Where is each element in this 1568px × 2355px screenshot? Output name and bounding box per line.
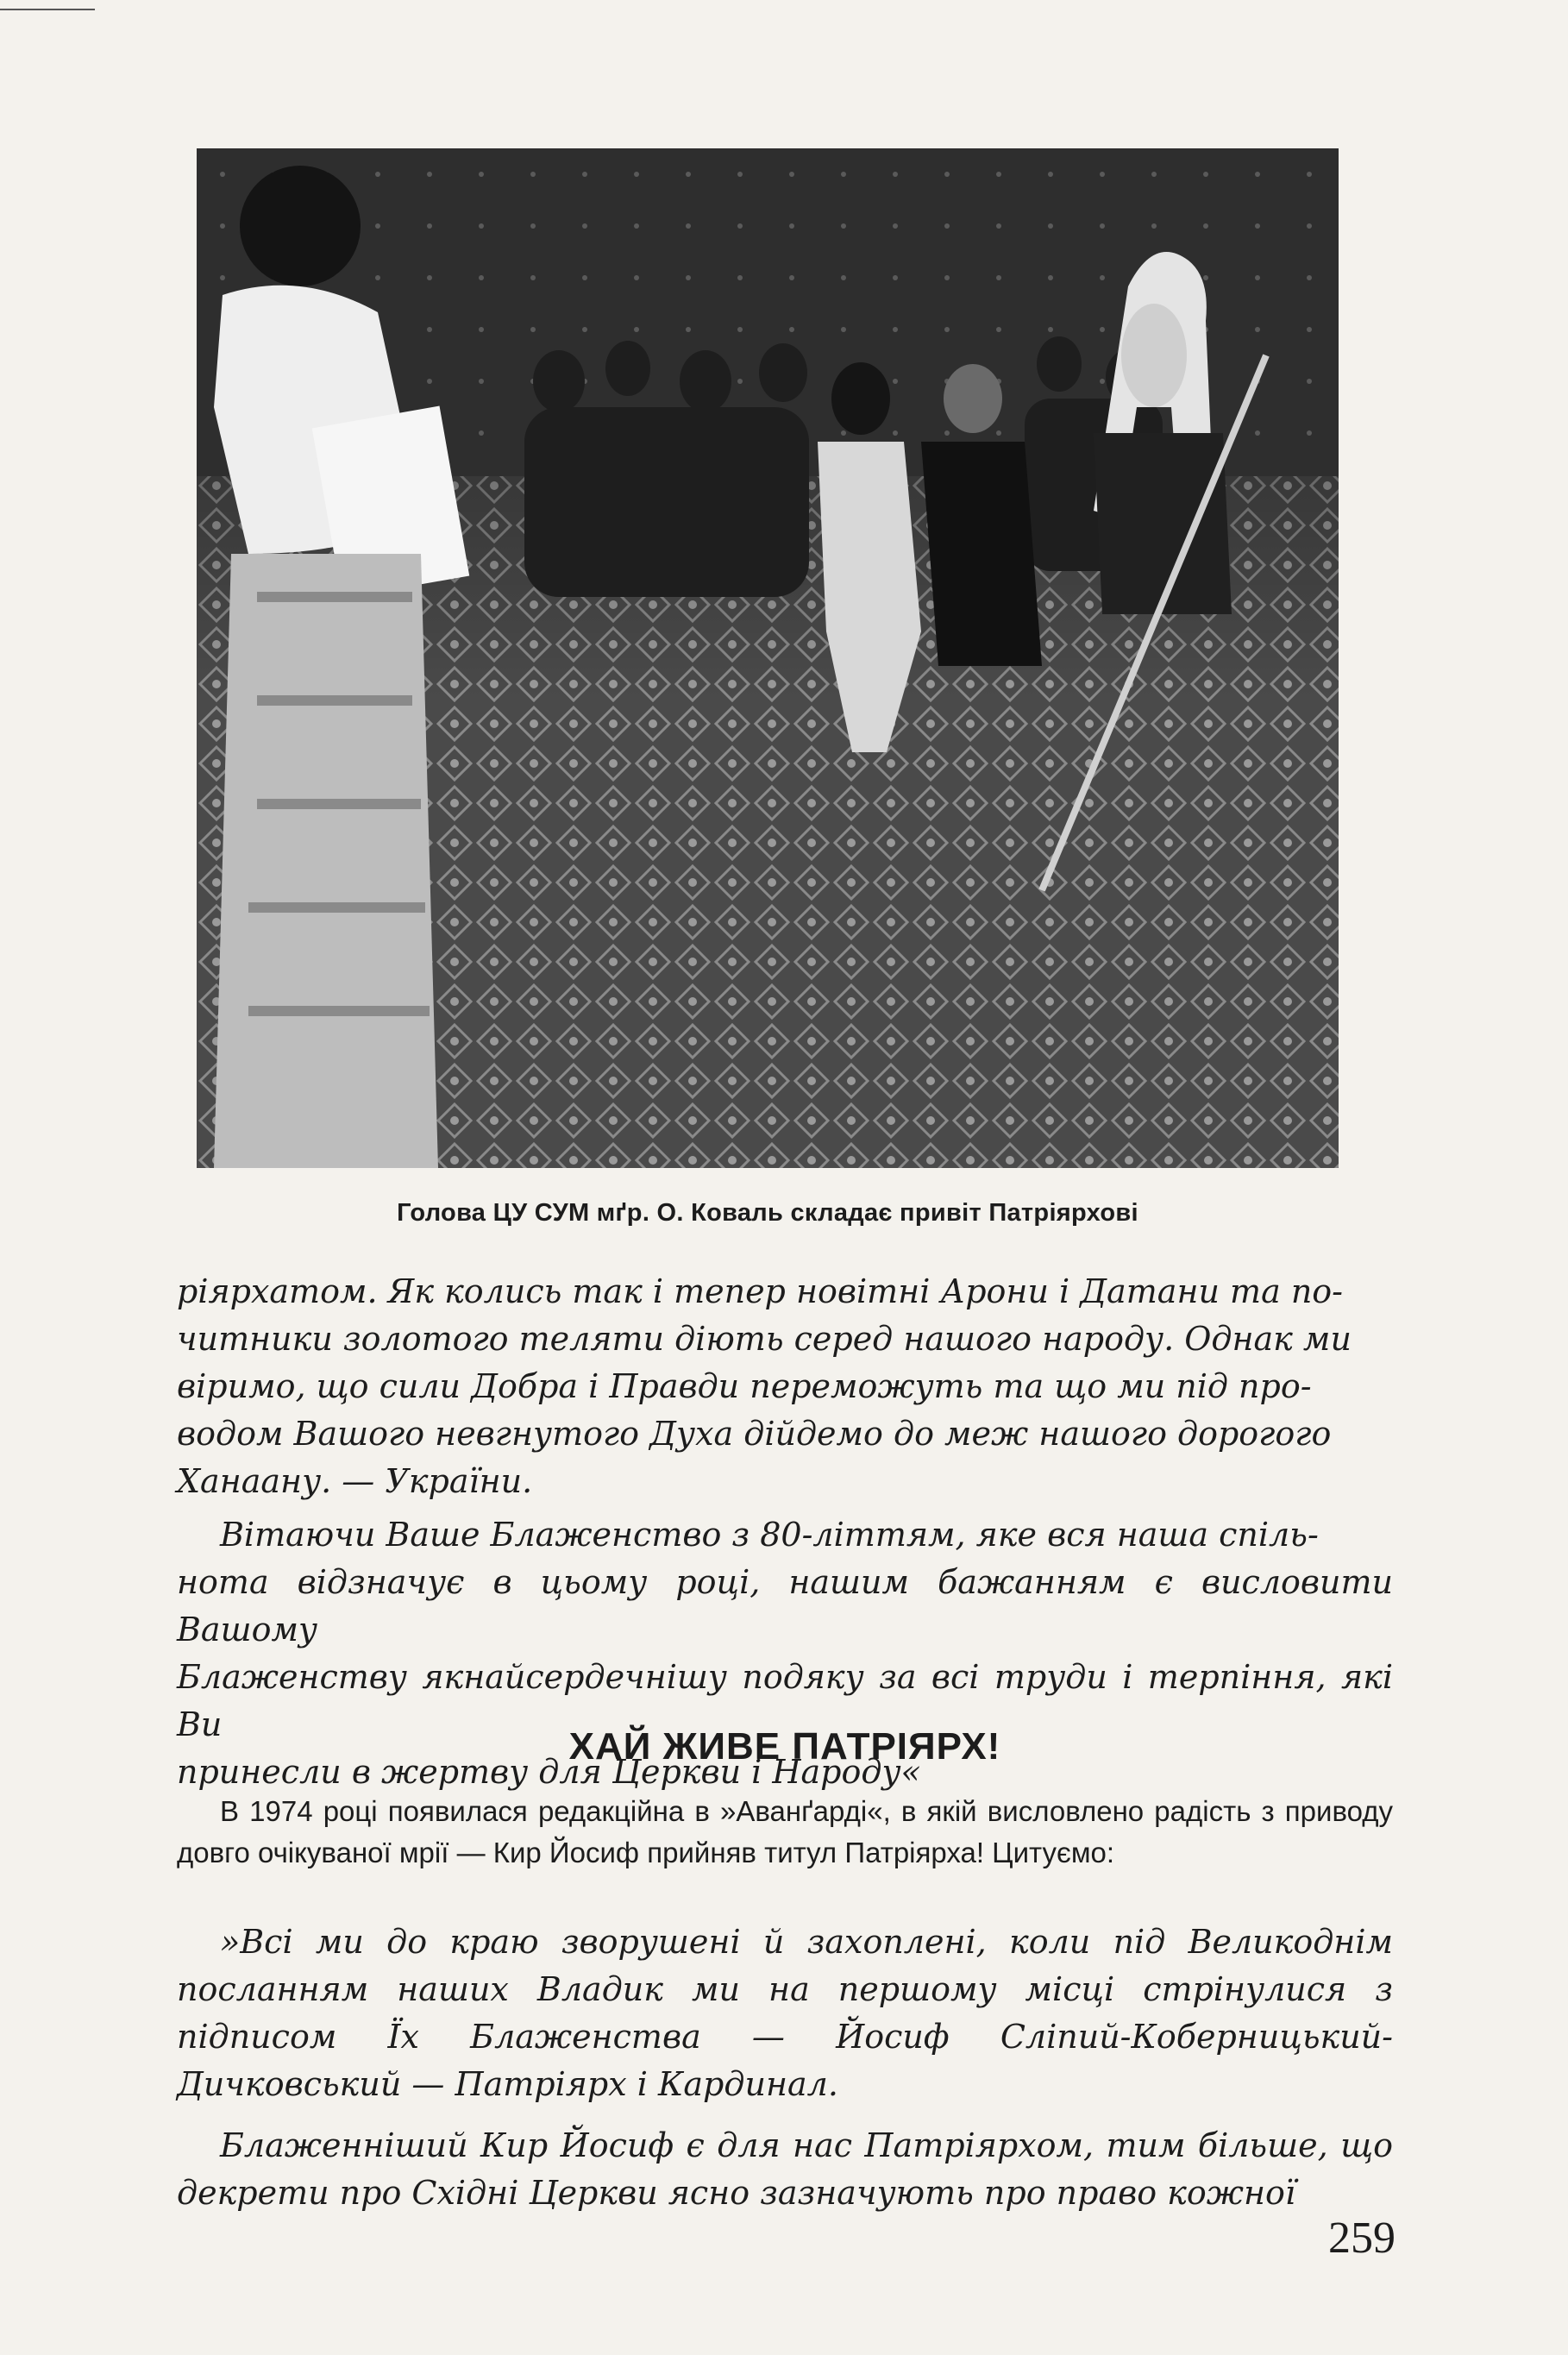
- quote-text: Блаженніший Кир Йосиф є для нас Патріярхом, тим більше, що декрети про Східні Церкви ясно зазначують про право кожної: [177, 2126, 1393, 2212]
- text-line: Вітаючи Ваше Блаженство з 80-літтям, яке вся наша спіль-: [220, 1516, 1319, 1554]
- text-line: Ханаану. — України.: [177, 1462, 533, 1500]
- text-line: віримо, що сили Добра і Правди переможуть та що ми під про-: [177, 1367, 1312, 1405]
- quote-paragraph-2: [177, 2122, 1393, 2217]
- text-line: ріярхатом. Як колись так і тепер новітні Арони і Датани та по-: [177, 1272, 1344, 1310]
- text-line: читники золотого теляти діють серед нашого народу. Однак ми: [177, 1320, 1352, 1358]
- text-line: принесли в жертву для Церкви і Народу«: [177, 1753, 921, 1791]
- photo-caption: Голова ЦУ СУМ мґр. О. Коваль складає привіт Патріярхові: [397, 1199, 1138, 1227]
- page-edge-mark: [0, 9, 95, 10]
- letter-paragraph-1: [177, 1268, 1393, 1505]
- photograph: [197, 148, 1339, 1168]
- editorial-text: В 1974 році появилася редакційна в »Аванґарді«, в якій висловлено радість з приводу довго очікуваної мрії — Кир Йосиф прийняв титул Патріярха! Цитуємо:: [177, 1795, 1393, 1868]
- quote-text: »Всі ми до краю зворушені й захоплені, коли під Великоднім посланням наших Владик ми на першому місці стрінулися з підписом Їх Блаженства — Йосиф Сліпий-Коберницький-Дичковський — Патріярх і Кардинал.: [177, 1923, 1393, 2103]
- editorial-paragraph: [177, 1791, 1393, 1874]
- text-line: нота відзначує в цьому році, нашим бажанням є висловити Вашому: [177, 1563, 1393, 1648]
- text-line: водом Вашого невгнутого Духа дійдемо до меж нашого дорогого: [177, 1415, 1332, 1453]
- section-heading: ХАЙ ЖИВЕ ПАТРІЯРХ!: [568, 1725, 1001, 1768]
- text-line: Блаженству якнайсердечнішу подяку за всі труди і терпіння, які Ви: [177, 1658, 1393, 1743]
- quote-paragraph-1: [177, 1919, 1393, 2108]
- page-number: 259: [1328, 2214, 1396, 2263]
- photo-icon: [197, 148, 1339, 1168]
